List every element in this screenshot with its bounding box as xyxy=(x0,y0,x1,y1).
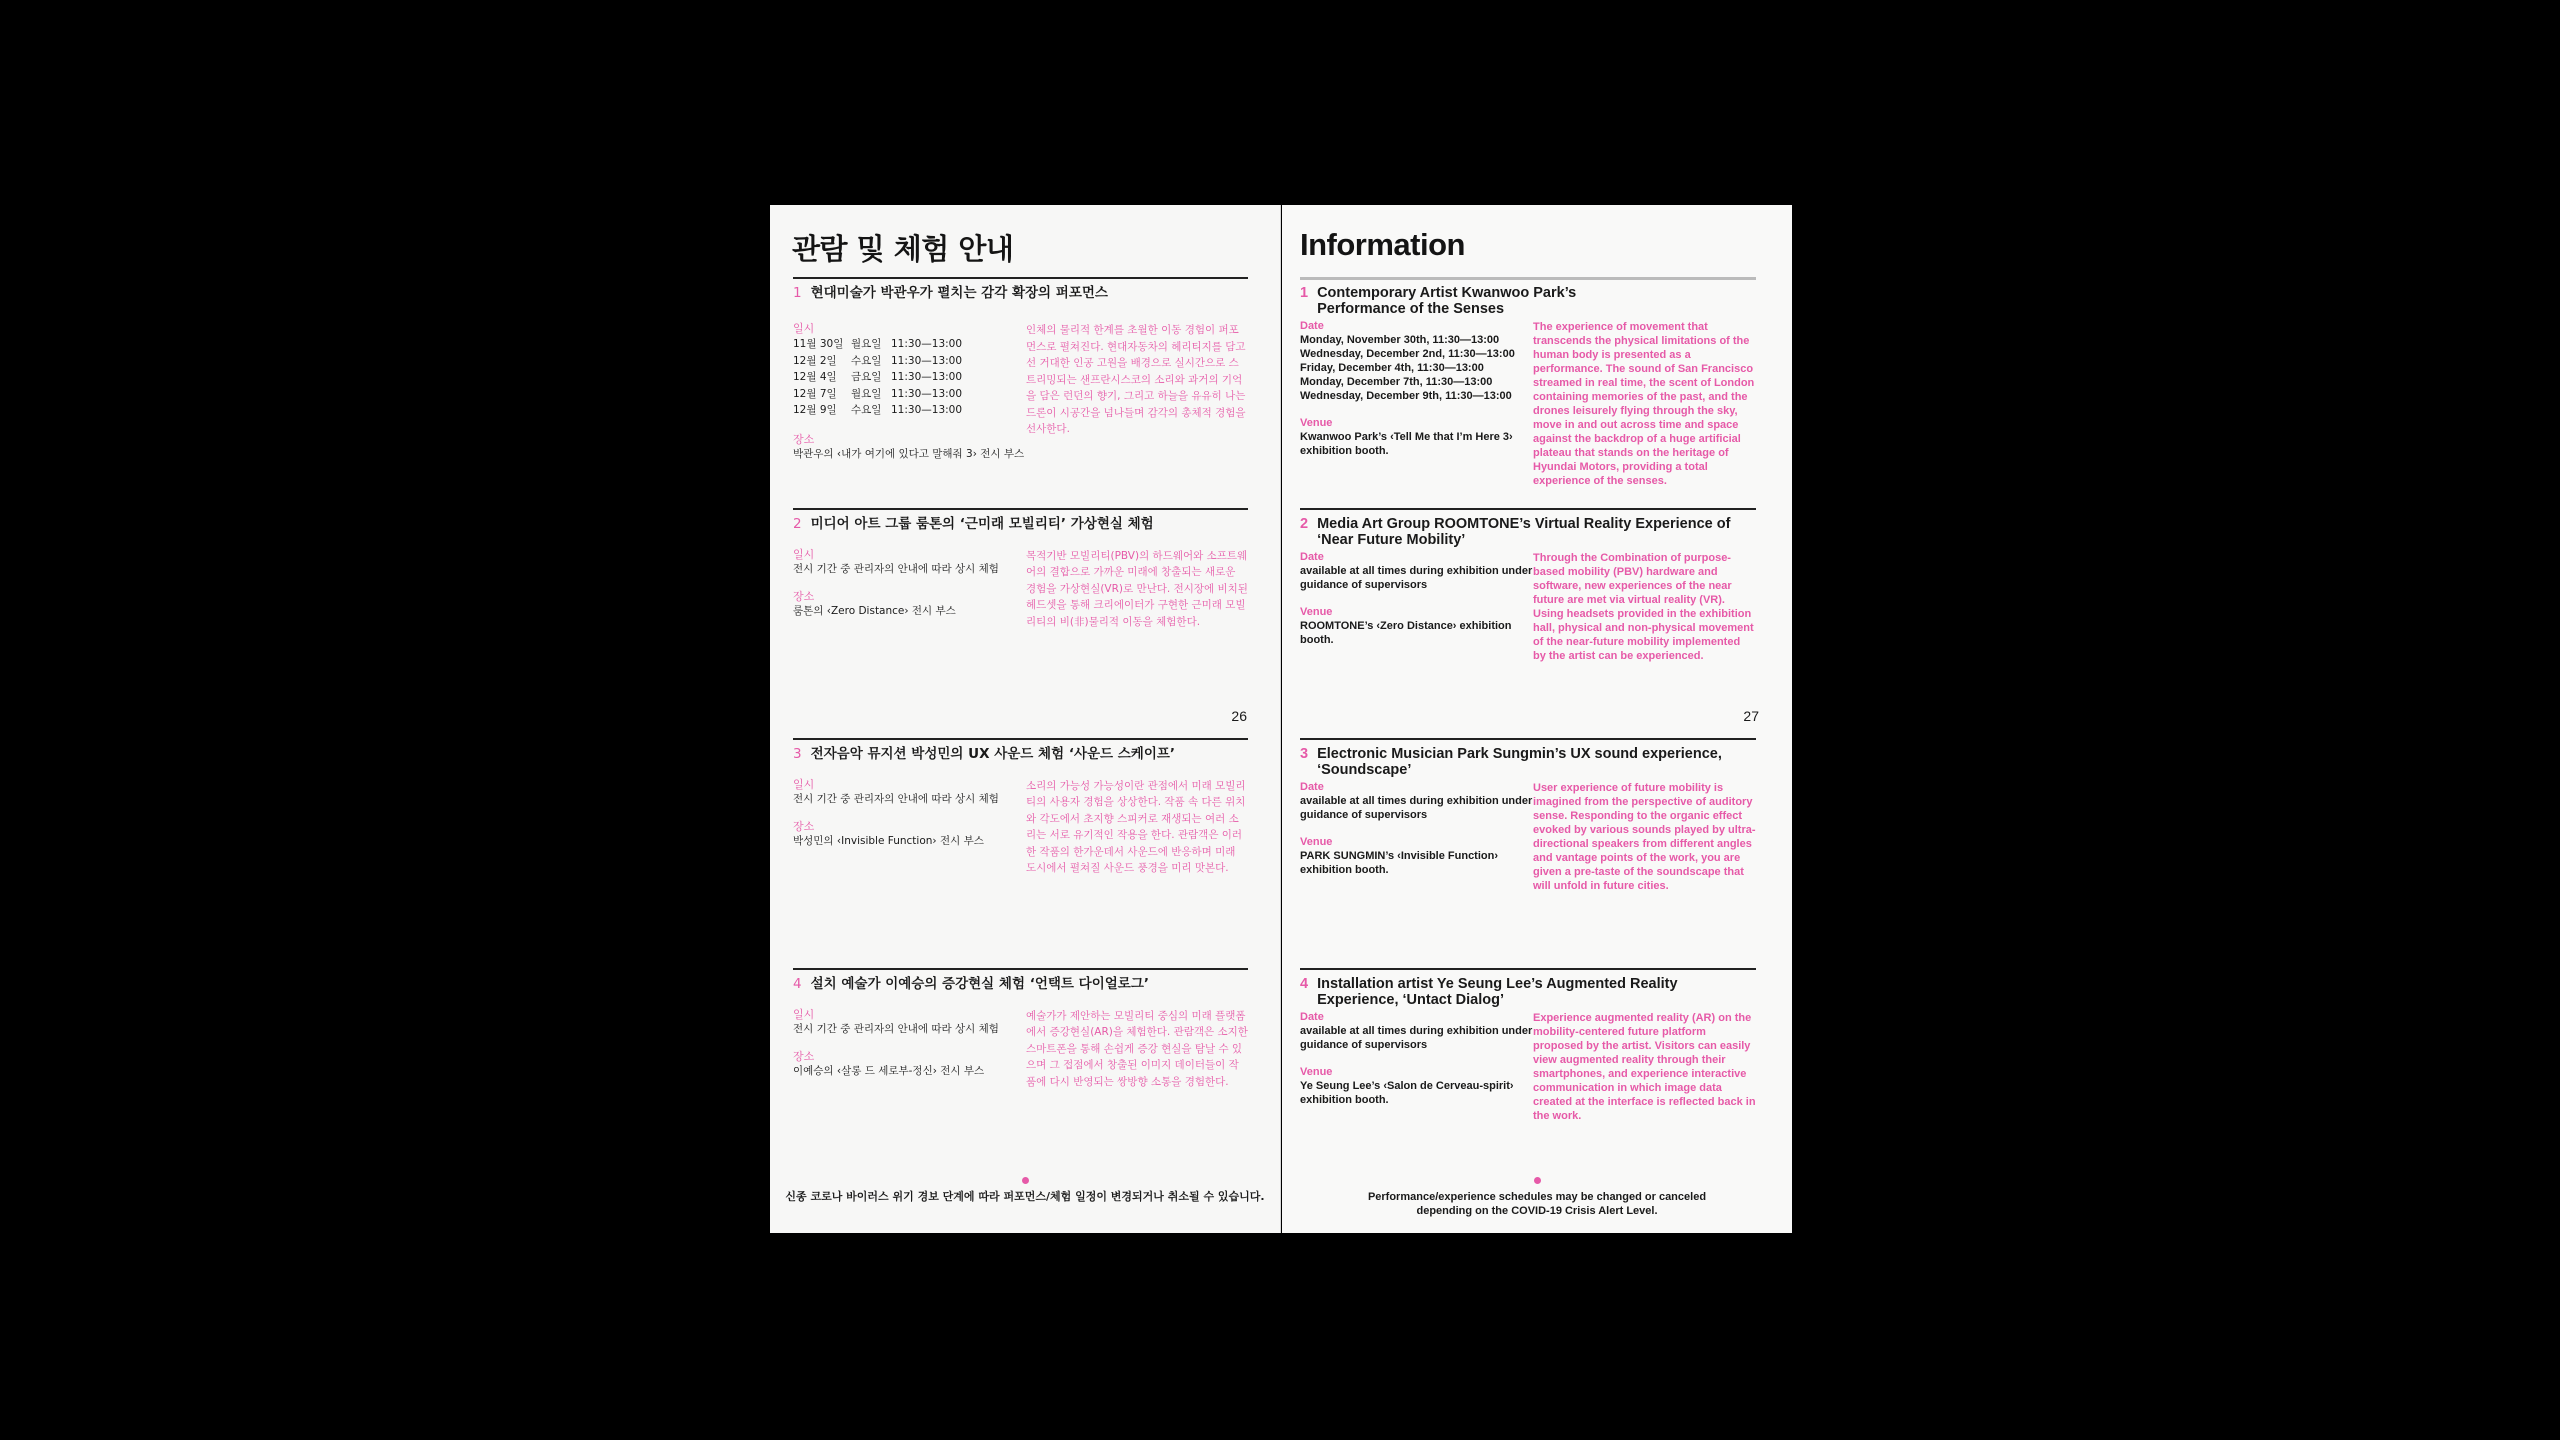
footer-notice xyxy=(1282,1177,1792,1218)
bullet-dot-icon xyxy=(1022,1177,1029,1184)
section-rule xyxy=(1300,738,1756,740)
venue-label: Venue xyxy=(1300,417,1333,429)
page-number: 27 xyxy=(1743,708,1759,724)
section-title xyxy=(1317,976,1677,1008)
date-line: Wednesday, December 9th, 11:30—13:00 xyxy=(1300,390,1512,402)
section-number: 4 xyxy=(1300,975,1309,992)
date-text: 전시 기간 중 관리자의 안내에 따라 상시 체험 xyxy=(793,792,999,805)
venue-label: Venue xyxy=(1300,835,1333,848)
date-weekday: 금요일 xyxy=(851,371,882,383)
section-rule xyxy=(1300,508,1756,510)
section-2 xyxy=(1300,508,1756,663)
section-number: 1 xyxy=(1300,285,1309,301)
page-title: Information xyxy=(1300,227,1465,262)
page-title: 관람 및 체험 안내 xyxy=(792,232,1014,266)
section-description: 목적기반 모빌리티(PBV)의 하드웨어와 소프트웨어의 결합으로 가까운 미래에 창출되는 새로운 경험을 가상현실(VR)로 만난다. 전시장에 비치된 헤드셋을 통해 크리에이터가 구현한 근미래 모빌리티의 비(非)물리적 이동을 체험한다. xyxy=(1026,549,1248,628)
date-text: available at all times during exhibition under guidance of supervisors xyxy=(1300,1024,1533,1051)
date-list xyxy=(793,336,1026,419)
venue-text: 박관우의 ‹내가 여기에 있다고 말해줘 3› 전시 부스 xyxy=(793,447,1025,460)
date-label: Date xyxy=(1300,320,1324,332)
section-description: User experience of future mobility is imagined from the perspective of auditory sense. Responding to the organic effect evoked by various sounds played by ultra-directional speakers from different angles and vantage points of the work, you are given a pre-taste of the soundscape that will unfold in future cities. xyxy=(1533,781,1756,892)
venue-label: 장소 xyxy=(793,1049,815,1063)
date-day: 11월 30일 xyxy=(793,338,844,350)
date-label: Date xyxy=(1300,1010,1324,1023)
section-title xyxy=(1317,746,1722,778)
section-title-line-2: ‘Near Future Mobility’ xyxy=(1317,531,1466,548)
section-heading xyxy=(793,746,1248,762)
section-4 xyxy=(793,968,1248,1090)
venue-label: Venue xyxy=(1300,605,1333,618)
date-label: Date xyxy=(1300,780,1324,793)
date-label: 일시 xyxy=(793,1007,815,1021)
section-2 xyxy=(793,508,1248,630)
section-title: 현대미술가 박관우가 펼치는 감각 확장의 퍼포먼스 xyxy=(810,285,1108,301)
section-title-line-1: Contemporary Artist Kwanwoo Park’s xyxy=(1317,285,1577,301)
venue-text: Ye Seung Lee’s ‹Salon de Cerveau-spirit› exhibition booth. xyxy=(1300,1079,1514,1106)
venue-label: 장소 xyxy=(793,432,815,446)
section-3 xyxy=(793,738,1248,877)
section-rule xyxy=(1300,968,1756,970)
section-3 xyxy=(1300,738,1756,893)
section-number: 4 xyxy=(793,975,802,992)
section-heading xyxy=(1300,976,1756,1008)
bullet-dot-icon xyxy=(1534,1177,1541,1184)
date-text: available at all times during exhibition under guidance of supervisors xyxy=(1300,564,1533,591)
date-day: 12월 9일 xyxy=(793,404,837,416)
section-title xyxy=(1317,285,1576,317)
section-4 xyxy=(1300,968,1756,1123)
venue-text: 룸톤의 ‹Zero Distance› 전시 부스 xyxy=(793,604,956,617)
section-description: Through the Combination of purpose-based mobility (PBV) hardware and software, new experiences of the near future are met via virtual reality (VR). Using headsets provided in the exhibition hall, physical and non-physical movement of the near-future mobility implemented by the artist can be experienced. xyxy=(1533,551,1754,662)
title-rule xyxy=(793,277,1248,279)
section-rule xyxy=(793,968,1248,970)
section-heading xyxy=(793,976,1248,992)
date-day: 12월 4일 xyxy=(793,371,837,383)
date-label: 일시 xyxy=(793,547,815,561)
date-weekday: 월요일 xyxy=(851,338,882,350)
section-number: 2 xyxy=(1300,515,1309,532)
footer-text: 신종 코로나 바이러스 위기 경보 단계에 따라 퍼포먼스/체험 일정이 변경되거나 취소될 수 있습니다. xyxy=(785,1190,1265,1203)
left-page xyxy=(770,205,1281,1233)
section-rule xyxy=(793,508,1248,510)
section-description: The experience of movement that transcends the physical limitations of the human body is presented as a performance. The sound of San Francisco streamed in real time, the scent of London containing memories of the past, and the drones leisurely flying through the sky, move in and out across time and space against the backdrop of a huge artificial plateau that stands on the heritage of Hyundai Motors, providing a total experience of the senses. xyxy=(1533,321,1755,487)
date-time: 11:30—13:00 xyxy=(891,404,963,416)
date-time: 11:30—13:00 xyxy=(891,387,963,400)
venue-text: 박성민의 ‹Invisible Function› 전시 부스 xyxy=(793,834,984,847)
title-rule xyxy=(1300,277,1756,280)
date-time: 11:30—13:00 xyxy=(891,371,963,383)
section-title-line-2: Experience, ‘Untact Dialog’ xyxy=(1317,991,1505,1008)
date-weekday: 수요일 xyxy=(851,354,882,367)
section-description: Experience augmented reality (AR) on the mobility-centered future platform proposed by the artist. Visitors can easily view augmented reality through their smartphones, and experience interactive communication in which image data created at the interface is reflected back in the work. xyxy=(1533,1011,1756,1122)
section-title xyxy=(1317,516,1730,548)
section-rule xyxy=(793,738,1248,740)
section-title-line-2: ‘Soundscape’ xyxy=(1317,761,1412,778)
section-heading xyxy=(793,285,1248,301)
section-heading xyxy=(793,516,1248,532)
section-description: 소리의 가능성 가능성이란 관점에서 미래 모빌리티의 사용자 경험을 상상한다. 작품 속 다른 위치와 각도에서 초지향 스피커로 재생되는 여러 소리는 서로 유기적인 작용을 한다. 관람객은 이러한 작품의 한가운데서 사운드에 반응하며 미래 도시에서 펼쳐질 사운드 풍경을 미리 맛본다. xyxy=(1026,779,1246,874)
footer-text-line-2: depending on the COVID-19 Crisis Alert Level. xyxy=(1416,1205,1658,1217)
section-heading xyxy=(1300,516,1756,548)
date-time: 11:30—13:00 xyxy=(891,338,963,350)
date-line: Wednesday, December 2nd, 11:30—13:00 xyxy=(1300,348,1515,360)
date-weekday: 월요일 xyxy=(851,387,882,400)
section-number: 1 xyxy=(793,285,802,301)
venue-text: PARK SUNGMIN’s ‹Invisible Function› exhibition booth. xyxy=(1300,849,1499,876)
section-title-line-1: Media Art Group ROOMTONE’s Virtual Reality Experience of xyxy=(1317,515,1731,532)
date-text: 전시 기간 중 관리자의 안내에 따라 상시 체험 xyxy=(793,1022,999,1035)
date-day: 12월 7일 xyxy=(793,387,837,400)
venue-text: Kwanwoo Park’s ‹Tell Me that I’m Here 3› exhibition booth. xyxy=(1300,431,1513,457)
section-heading xyxy=(1300,285,1756,317)
section-title-line-2: Performance of the Senses xyxy=(1317,301,1505,317)
date-text: available at all times during exhibition under guidance of supervisors xyxy=(1300,794,1533,821)
section-title-line-1: Installation artist Ye Seung Lee’s Augmented Reality xyxy=(1317,975,1678,992)
section-title: 전자음악 뮤지션 박성민의 UX 사운드 체험 ‘사운드 스케이프’ xyxy=(810,745,1176,762)
footer-text-line-1: Performance/experience schedules may be changed or canceled xyxy=(1367,1191,1707,1203)
section-title: 설치 예술가 이예승의 증강현실 체험 ‘언택트 다이얼로그’ xyxy=(810,975,1149,992)
section-title-line-1: Electronic Musician Park Sungmin’s UX sound experience, xyxy=(1317,745,1722,762)
date-label: 일시 xyxy=(793,777,815,791)
footer-notice xyxy=(770,1177,1280,1204)
section-number: 2 xyxy=(793,515,802,532)
date-time: 11:30—13:00 xyxy=(891,354,963,367)
section-description: 인체의 물리적 한계를 초월한 이동 경험이 퍼포먼스로 펼쳐진다. 현대자동차의 헤리티지를 담고 선 거대한 인공 고원을 배경으로 실시간으로 스트리밍되는 샌프란시스코의 소리와 과거의 기억을 담은 런던의 향기, 그리고 하늘을 유유히 나는 드론이 시공간을 넘나들며 감각의 총체적 경험을 선사한다. xyxy=(1026,324,1246,435)
date-day: 12월 2일 xyxy=(793,354,837,367)
section-number: 3 xyxy=(1300,745,1309,762)
venue-text: ROOMTONE’s ‹Zero Distance› exhibition booth. xyxy=(1300,619,1512,646)
date-label: 일시 xyxy=(793,322,815,335)
date-line: Friday, December 4th, 11:30—13:00 xyxy=(1300,362,1484,374)
venue-label: 장소 xyxy=(793,819,815,833)
date-line: Monday, December 7th, 11:30—13:00 xyxy=(1300,376,1493,388)
section-1 xyxy=(1300,285,1756,488)
date-text: 전시 기간 중 관리자의 안내에 따라 상시 체험 xyxy=(793,562,999,575)
section-number: 3 xyxy=(793,745,802,762)
section-heading xyxy=(1300,746,1756,778)
venue-label: Venue xyxy=(1300,1065,1333,1078)
section-1 xyxy=(793,285,1248,461)
section-description: 예술가가 제안하는 모빌리티 중심의 미래 플랫폼에서 증강현실(AR)을 체험한다. 관람객은 소지한 스마트폰을 통해 손쉽게 증강 현실을 탐날 수 있으며 그 접점에서 창출된 이미지 데이터들이 작품에 다시 반영되는 쌍방향 소통을 경험한다. xyxy=(1026,1009,1248,1088)
page-number: 26 xyxy=(1231,708,1247,724)
venue-text: 이예승의 ‹살롱 드 세로부-정신› 전시 부스 xyxy=(793,1064,985,1077)
venue-label: 장소 xyxy=(793,589,815,603)
date-weekday: 수요일 xyxy=(851,404,882,416)
date-label: Date xyxy=(1300,550,1324,563)
date-line: Monday, November 30th, 11:30—13:00 xyxy=(1300,334,1500,346)
section-title: 미디어 아트 그룹 룸톤의 ‘근미래 모빌리티’ 가상현실 체험 xyxy=(810,515,1154,532)
right-page xyxy=(1282,205,1792,1233)
